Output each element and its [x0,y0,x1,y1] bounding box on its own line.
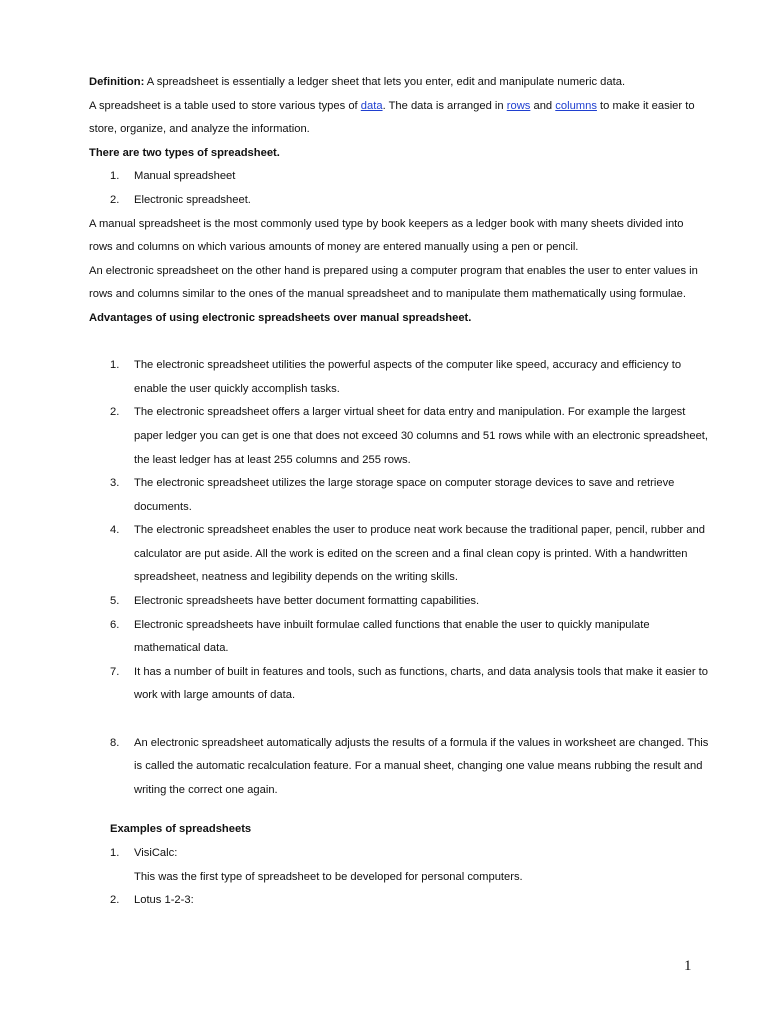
list-number: 2. [110,894,120,907]
advantages-heading: Advantages of using electronic spreadsheets over manual spreadsheet. [89,311,472,324]
list-number: 3. [110,477,120,490]
list-text: The electronic spreadsheet utilities the powerful aspects of the computer like speed, accuracy and efficiency to enable the user quickly accomplish tasks. [134,359,682,395]
list-text: An electronic spreadsheet automatically adjusts the results of a formula if the values in worksheet are changed. This is called the automatic recalculation feature. For a manual sheet, changing one value means rubbing the result and writing the correct one again. [134,736,709,796]
list-item [89,519,709,590]
list-item [89,889,709,913]
list-text: Manual spreadsheet [134,170,236,183]
list-number: 2. [110,406,120,419]
definition-label: Definition: [89,76,145,88]
example-title: Lotus 1-2-3: [134,894,194,907]
list-item [89,732,709,803]
list-number: 8. [110,736,120,749]
definition-text: A spreadsheet is essentially a ledger sheet that lets you enter, edit and manipulate numeric data. [144,76,626,88]
definition-paragraph [89,71,709,95]
list-number: 6. [110,618,120,631]
example-description [89,866,709,890]
intro-text-4: to make it easier to store, organize, and analyze the information. [89,99,695,136]
list-text: Electronic spreadsheets have better document formatting capabilities. [134,595,480,608]
advantages-list [89,354,709,708]
list-text: It has a number of built in features and tools, such as functions, charts, and data analysis tools that make it easier to work with large amounts of data. [134,665,708,702]
list-number: 1. [110,170,120,183]
list-number: 1. [110,847,120,859]
advantages-list-continued [89,732,709,803]
list-text: The electronic spreadsheet utilizes the large storage space on computer storage devices to save and retrieve documents. [134,477,675,513]
list-number: 7. [110,665,120,678]
data-link[interactable]: data [360,99,383,112]
list-text: The electronic spreadsheet enables the user to produce neat work because the traditional paper, pencil, rubber and calculator are put aside. All the work is edited on the screen and a final clean copy is printed. With a handwritten spreadsheet, neatness and legibility depends on the writing skills. [134,524,705,584]
list-text: This was the first type of spreadsheet to be developed for personal computers. [134,870,523,883]
electronic-spreadsheet-paragraph: An electronic spreadsheet on the other hand is prepared using a computer program that enables the user to enter values in rows and columns similar to the ones of the manual spreadsheet and to manipulate them mathematically using formulae. [89,264,698,301]
manual-spreadsheet-paragraph: A manual spreadsheet is the most commonly used type by book keepers as a ledger book with many sheets divided into rows and columns on which various amounts of money are entered manually using a pen or pencil. [89,217,684,254]
list-text: Electronic spreadsheets have inbuilt formulae called functions that enable the user to quickly manipulate mathematical data. [134,618,650,655]
intro-paragraph [89,95,709,142]
list-number: 2. [110,193,120,206]
list-item [89,401,709,472]
list-text: Electronic spreadsheet. [134,193,251,206]
list-text: The electronic spreadsheet offers a larger virtual sheet for data entry and manipulation. For example the largest paper ledger you can get is one that does not exceed 30 columns and 51 rows while with an electronic spreadsheet, the least ledger has at least 255 columns and 255 rows. [134,406,709,466]
list-item [89,189,709,213]
columns-link[interactable]: columns [555,99,597,112]
blank-line [89,802,709,818]
page-number: 1 [684,958,692,974]
list-number: 1. [110,359,120,372]
list-item [89,614,709,661]
examples-heading: Examples of spreadsheets [110,823,252,836]
list-number: 5. [110,595,120,608]
blank-line [89,708,709,732]
document-body [89,71,709,913]
list-item [89,842,709,866]
blank-line [89,331,709,355]
list-number: 4. [110,524,120,537]
types-heading: There are two types of spreadsheet. [89,146,280,159]
list-item [89,472,709,519]
examples-list [89,842,709,913]
types-list [89,165,709,212]
intro-text-3: and [530,99,556,112]
rows-link[interactable]: rows [506,99,531,112]
list-item [89,165,709,189]
example-title: VisiCalc: [134,847,178,859]
intro-text-1: A spreadsheet is a table used to store various types of [89,99,361,112]
intro-text-2: . The data is arranged in [382,99,507,112]
list-item [89,661,709,708]
list-item [89,590,709,614]
list-item [89,354,709,401]
